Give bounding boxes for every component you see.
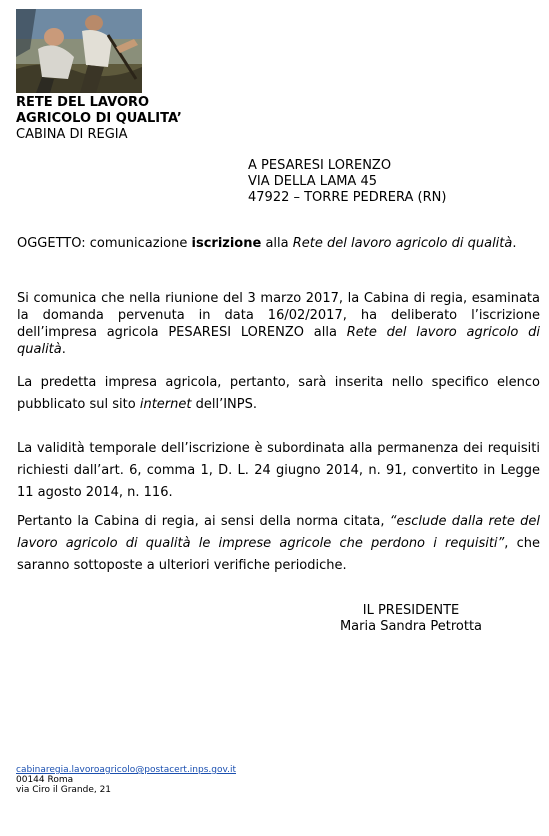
paragraph-4-end: , che saranno sottoposte a ulteriori verifiche periodiche. [17, 536, 540, 573]
subject-line [17, 236, 527, 251]
footer-contacts [16, 765, 236, 795]
paragraph-4-text: Pertanto la Cabina di regia, ai sensi della norma citata, [17, 514, 390, 529]
signature-name: Maria Sandra Petrotta [339, 619, 483, 634]
subject-text: comunicazione [85, 236, 192, 251]
paragraph-1-text: Si comunica che nella riunione del 3 marzo 2017, la Cabina di regia, esaminata la domanda pervenuta in data 16/02/2017, ha deliberato l’iscrizione dell’impresa agricola PESARESI LORENZO alla [17, 291, 540, 340]
paragraph-2-text: La predetta impresa agricola, pertanto, sarà inserita nello specifico elenco pubblicato sul sito [17, 375, 540, 412]
paragraph-4-italic: “esclude dalla rete del lavoro agricolo di qualità le imprese agricole che perdono i requisiti” [17, 514, 541, 551]
paragraph-3-text: La validità temporale dell’iscrizione è subordinata alla permanenza dei requisiti richiesti dall’art. 6, comma 1, D. L. 24 giugno 2014, n. 91, convertito in Legge 11 agosto 2014, n. 116. [17, 441, 540, 500]
recipient-name: A PESARESI LORENZO [248, 158, 392, 173]
signature-block [338, 603, 484, 635]
paragraph-3 [17, 438, 540, 504]
footer-street: via Ciro il Grande, 21 [16, 785, 112, 795]
paragraph-1-end: . [61, 342, 66, 357]
paragraph-2-italic: internet [139, 397, 192, 412]
signature-title: IL PRESIDENTE [362, 603, 460, 618]
org-name-line1: RETE DEL LAVORO [16, 95, 150, 110]
footer-city: 00144 Roma [16, 775, 74, 785]
paragraph-1-italic: Rete del lavoro agricolo di qualità [17, 325, 541, 357]
recipient-city: 47922 – TORRE PEDRERA (RN) [248, 190, 447, 205]
subject-label: OGGETTO: [17, 236, 86, 251]
paragraph-2-end: dell’INPS. [191, 397, 258, 412]
subject-end: . [512, 236, 517, 251]
organization-header [16, 95, 182, 143]
footer-email-link[interactable]: cabinaregia.lavoroagricolo@postacert.inps.gov.it [16, 765, 237, 775]
subject-italic: Rete del lavoro agricolo di qualità [292, 236, 513, 251]
org-name-line2: AGRICOLO DI QUALITA’ [16, 111, 182, 126]
subject-text2: alla [261, 236, 293, 251]
recipient-street: VIA DELLA LAMA 45 [248, 174, 378, 189]
paragraph-4 [17, 511, 540, 577]
header-painting-image [16, 9, 142, 93]
org-unit: CABINA DI REGIA [16, 127, 128, 142]
subject-bold: iscrizione [191, 236, 262, 251]
paragraph-1 [17, 290, 540, 358]
paragraph-2 [17, 372, 540, 416]
recipient-address [248, 158, 446, 206]
